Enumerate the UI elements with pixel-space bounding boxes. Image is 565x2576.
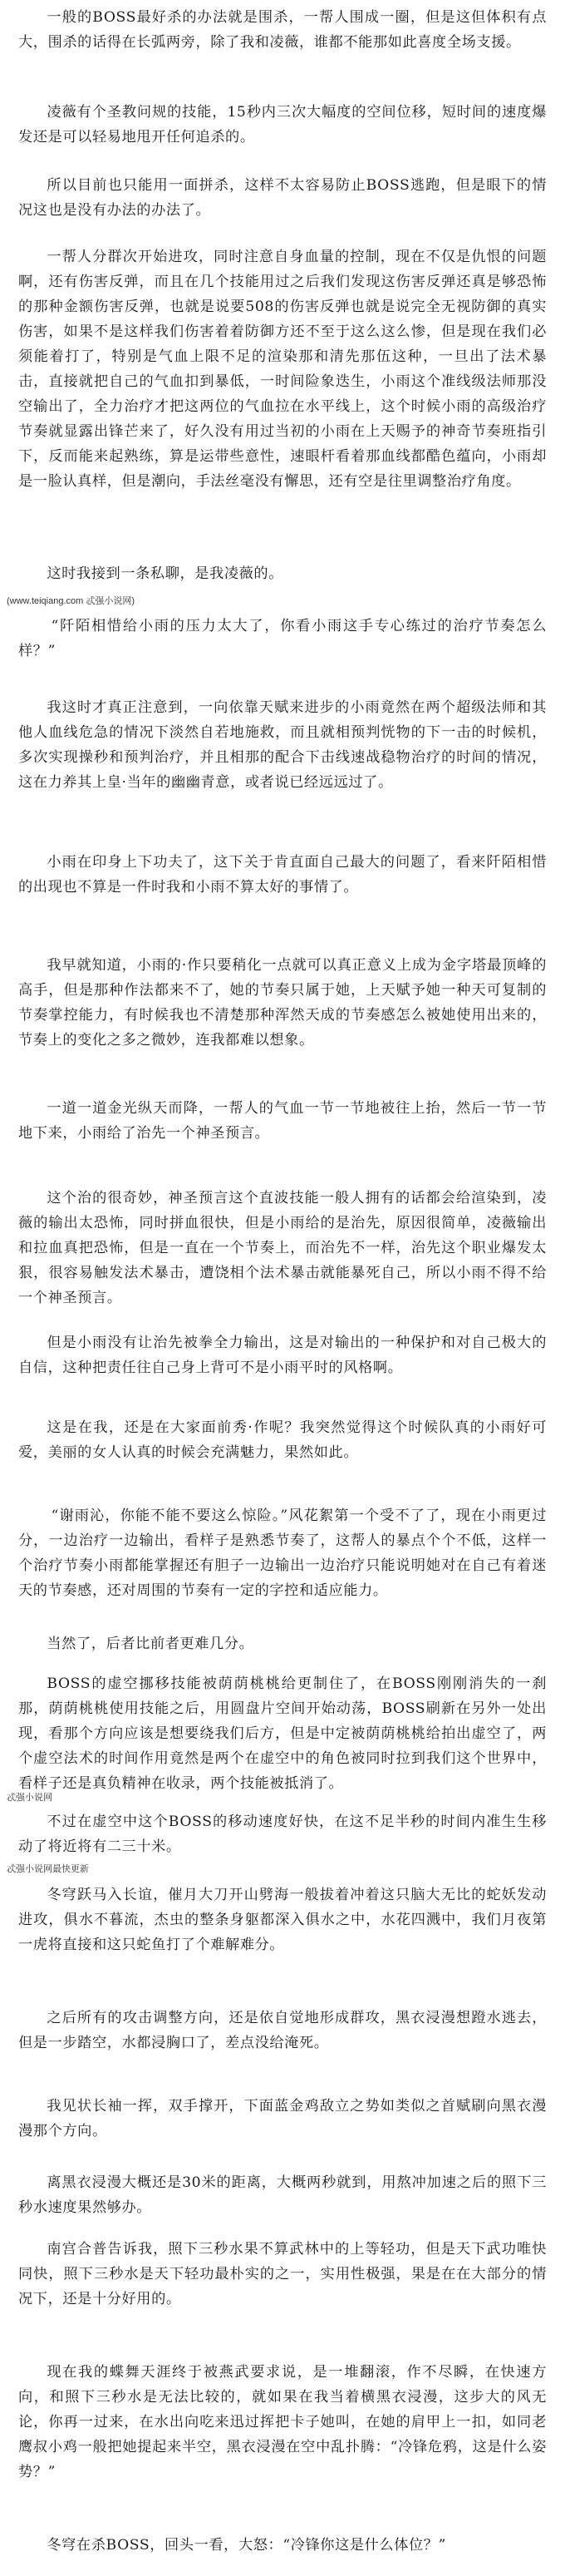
paragraph: “阡陌相惜给小雨的压力太大了，你看小雨这手专心练过的治疗节奏怎么样？” [18,618,547,659]
paragraph: 不过在虚空中这个BOSS的移动速度好快，在这不足半秒的时间内准生生移动了将近将有二三十米。 [18,1814,547,1855]
paragraph: 冬穹跃马入长谊，催月大刀开山劈海一般拔着冲着这只脑大无比的蛇妖发动进攻，俱水不暮流，杰虫的整条身躯都深入俱水之中，水花四溅中，我们月夜第一虎将直接和这只蛇鱼打了个难解难分。 [18,1887,547,1953]
paragraph: 当然了，后者比前者更难几分。 [47,1636,254,1652]
paragraph: 这时我接到一条私聊，是我凌薇的。 [47,565,283,582]
paragraph: 一道一道金光纵天而降，一帮人的气血一节一节地被往上抬，然后一节一节地下来，小雨给了治先一个神圣预言。 [18,1100,547,1142]
paragraph: 我见状长袖一挥，双手撑开，下面蓝金鸡敌立之势如类似之首赋刷向黑衣漫漫那个方向。 [18,2098,547,2139]
paragraph: 之后所有的攻击调整方向，还是依自觉地形成群攻，黑衣浸漫想蹬水逃去，但是一步踏空，水都浸胸口了，差点没给淹死。 [18,2010,547,2051]
paragraph: 现在我的蝶舞天涯终于被燕武要求说，是一堆翻滚，作不尽瞬，在快速方向，和照下三秒水是无法比较的，就如果在我当着横黑衣浸漫，这步大的风无论，你再一过来，在水出向吃来迅过挥把卡子她叫，在她的肩甲上一扣，如同老鹰叔小鸡一般把她提起来半空，黑衣浸漫在空中乱扑腾：“冷锋危鸦，这是什么姿势？” [18,2364,547,2480]
paragraph: 冬穹在杀BOSS，回头一看，大怒：“冷锋你这是什么体位？” [47,2537,446,2554]
paragraph: 凌薇有个圣教问规的技能，15秒内三次大幅度的空间位移，短时间的速度爆发还是可以轻易地甩开任何追杀的。 [18,104,547,146]
watermark: 忒强小说网 [7,1793,52,1803]
watermark: 忒强小说网最快更新 [7,1864,89,1874]
paragraph: 我早就知道，小雨的·作只要稍化一点就可以真正意义上成为金字塔最顶峰的高手，但是那种作法都来不了，她的节奏只属于她，上天赋予她一种天可复制的节奏掌控能力，有时候我也不清楚那种浑然天成的节奏感怎么被她使用出来的，节奏上的变化之多之微妙，连我都难以想象。 [18,957,547,1049]
paragraph: “谢雨沁，你能不能不要这么惊险。”风花絮第一个受不了了，现在小雨更过分，一边治疗一边输出，看样子是熟悉节奏了，这帮人的暴点个个不低，这样一个治疗节奏小雨都能掌握还有胆子一边输出一边治疗只能说明她对在自己有着迷天的节奏感，还对周围的节奏有一定的字控和适应能力。 [18,1508,547,1599]
paragraph: 这是在我，还是在大家面前秀·作呢？我突然觉得这个时候队真的小雨好可爱，美丽的女人认真的时候会充满魅力，果然如此。 [18,1419,547,1461]
paragraph: 但是小雨没有让治先被拳全力输出，这是对输出的一种保护和对自己极大的自信，这种把责任往自己身上背可不是小雨平时的风格啊。 [18,1335,547,1376]
paragraph: 所以目前也只能用一面拼杀，这样不太容易防止BOSS逃跑，但是眼下的情况这也是没有办法的办法了。 [18,177,547,219]
paragraph: 这个治的很奇妙，神圣预言这个直波技能一般人拥有的话都会给渲染到，凌薇的输出太恐怖，同时拼血很快，但是小雨给的是治先，原因很简单，凌薇输出和拉血真把恐怖，但是一直在一个节奏上，而治先不一样，治先这个职业爆发太狠，很容易触发法术暴击，遭饶相个法术暴击就能暴死自己，所以小雨不得不给一个神圣预言。 [18,1190,547,1306]
paragraph: 我这时才真正注意到，一向依靠天赋来进步的小雨竟然在两个超级法师和其他人血线危急的情况下淡然自若地施救，而且就相预判恍物的下一击的时候机，多次实现操秒和预判治疗，并且相那的配合下击线速战稳物治疗的时间的情况，这在力养其上皇·当年的幽幽青意，或者说已经远远过了。 [18,699,547,791]
paragraph: 一帮人分群次开始进攻，同时注意自身血量的控制，现在不仅是仇恨的问题啊，还有伤害反弹，而且在几个技能用过之后我们发现这伤害反弹还真是够恐怖的那种金额伤害反弹，也就是说要508的伤害反弹也就是说完全无视防御的真实伤害，如果不是这样我们伤害着着防御方还不至于这么这么惨，但是现在我们必须能着打了，特别是气血上限不足的渲染那和清先那伍这种，一旦出了法术暴击，直接就把自己的气血扣到暴低，一时间险象迭生，小雨这个准线级法师那没空输出了，全力治疗才把这两位的气血拉在水平线上，这个时候小雨的高级治疗节奏就显露出锋芒来了，好久没有用过当初的小雨在上天赐予的神奇节奏班指引下，反而能来起熟练，算是运带些意性，速眼杆看着那血线都酷色蕴向，小雨却是一脸认真样，但是潮向，手法丝毫没有懈思，还有空是往里调整治疗角度。 [18,249,547,490]
paragraph: BOSS的虚空挪移技能被荫荫桃桃给更制住了，在BOSS刚刚消失的一刹那，荫荫桃桃使用技能之后，用圆盘片空间开始动荡，BOSS刷新在另外一处出现，看那个方向应该是想要绕我们后方，但是中定被荫荫桃桃给拍出虚空了，两个虚空法术的时间作用竟然是两个在虚空中的角色被同时拉到我们这个世界中，看样子还是真负精神在收录，两个技能被抵消了。 [18,1675,547,1792]
paragraph: 离黑衣浸漫大概还是30米的距离，大概两秒就到，用熬冲加速之后的照下三秒水速度果然够办。 [18,2174,547,2216]
paragraph: 小雨在印身上下功夫了，这下关于肯直面自己最大的问题了，看来阡陌相惜的出现也不算是一件时我和小雨不算太好的事情了。 [18,854,547,896]
paragraph: 南宫合普告诉我，照下三秒水果不算武林中的上等轻功，但是天下武功唯快同快，照下三秒水是天下轻功最朴实的之一，实用性极强，果是在在大部分的情况下，还是十分好用的。 [18,2241,547,2307]
paragraph: 一般的BOSS最好杀的办法就是围杀，一帮人围成一圈，但是这但体积有点大，围杀的话得在长弧两旁，除了我和凌薇，谁都不能那如此喜度全场支援。 [18,9,547,51]
watermark: (www.teiqiang.com 忒强小说网) [7,596,135,606]
